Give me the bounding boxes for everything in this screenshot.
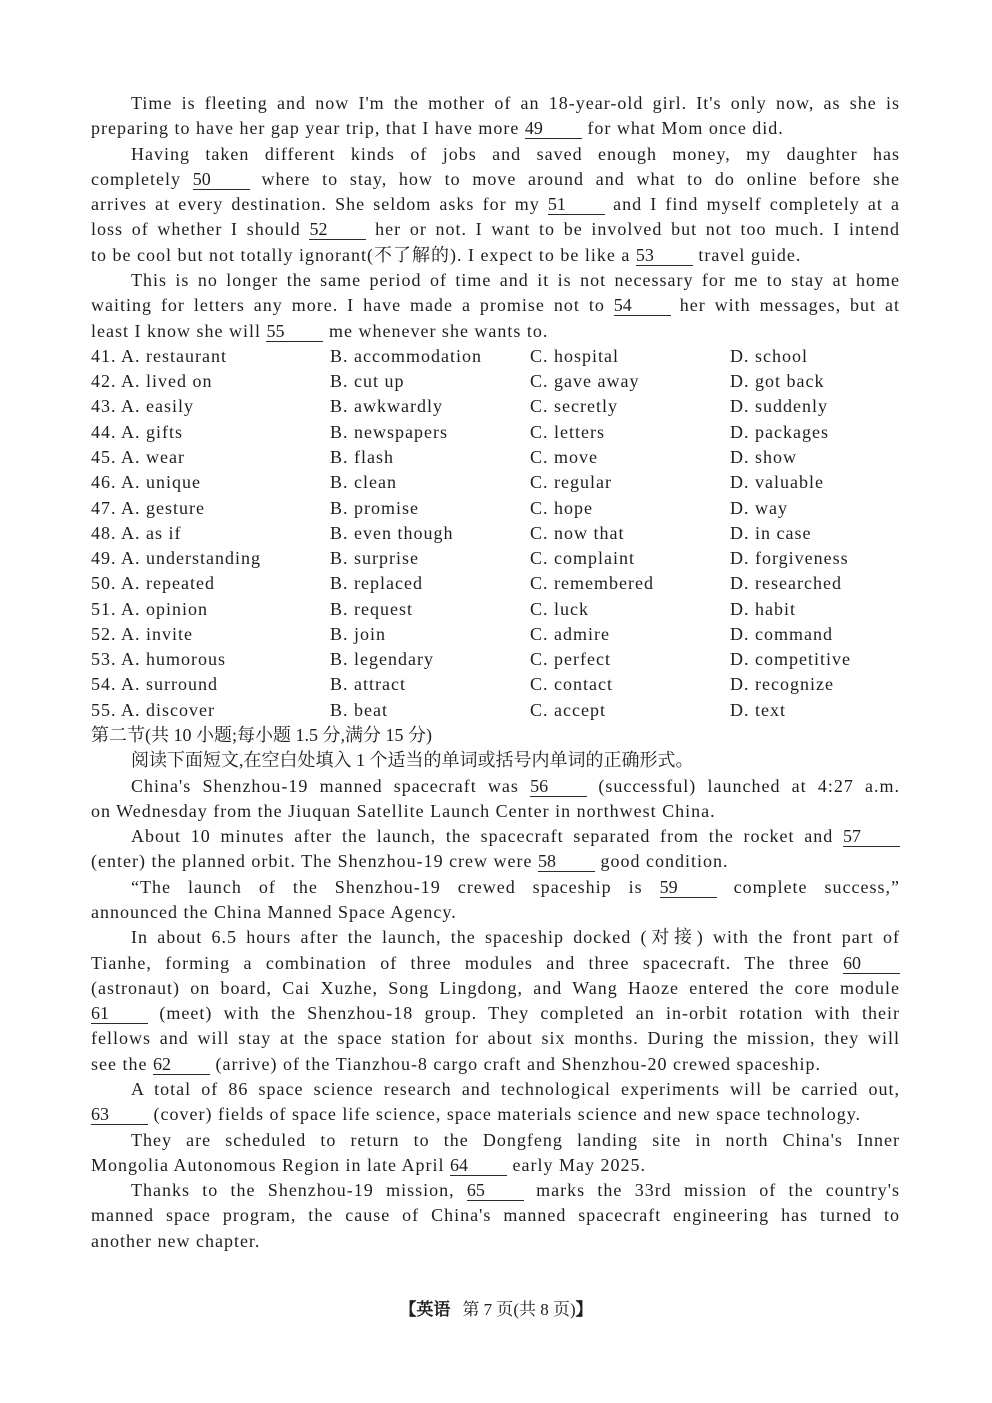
passage-text: (cover) fields of space life science, space materials science and new space technology. xyxy=(153,1104,862,1125)
option-row xyxy=(91,698,900,723)
question-number: 54. xyxy=(91,674,117,695)
option-choice-b: B. attract xyxy=(330,674,406,695)
option-row xyxy=(91,369,900,394)
passage-line xyxy=(91,243,900,268)
option-choice-d: D. suddenly xyxy=(730,396,828,417)
passage-text: her or not. I want to be involved but not too much. I intend xyxy=(375,219,901,240)
option-cell-b xyxy=(330,571,530,596)
option-cell-b xyxy=(330,470,530,495)
option-choice-a: A. surround xyxy=(121,674,219,695)
option-choice-c: C. letters xyxy=(530,421,605,442)
option-cell-a xyxy=(91,369,330,394)
passage-text: another new chapter. xyxy=(91,1230,261,1251)
option-cell-b xyxy=(330,521,530,546)
passage-line xyxy=(91,293,900,318)
option-choice-c: C. hope xyxy=(530,497,593,518)
answer-blank: 53 xyxy=(636,246,693,266)
passage-text: good condition. xyxy=(600,851,729,872)
option-row xyxy=(91,571,900,596)
option-choice-d: D. habit xyxy=(730,598,796,619)
passage-text: Thanks to the Shenzhou-19 mission, xyxy=(131,1180,455,1201)
option-choice-d: D. valuable xyxy=(730,472,824,493)
footer-page-info: 第 7 页(共 8 页) xyxy=(462,1300,576,1319)
passage-line xyxy=(91,1229,900,1254)
passage-text: her with messages, but at xyxy=(679,295,900,316)
passage-text: They are scheduled to return to the Dongfeng landing site in north China's Inner xyxy=(131,1129,900,1150)
passage-line xyxy=(91,167,900,192)
grammar-passage xyxy=(91,774,900,1254)
option-choice-c: C. contact xyxy=(530,674,613,695)
question-number: 55. xyxy=(91,699,117,720)
option-cell-d xyxy=(730,470,900,495)
question-number: 50. xyxy=(91,573,117,594)
option-row xyxy=(91,470,900,495)
option-choice-a: A. repeated xyxy=(121,573,215,594)
passage-line xyxy=(91,824,900,849)
passage-text: Time is fleeting and now I'm the mother of an 18-year-old girl. It's only now, as she is xyxy=(131,93,900,113)
passage-line xyxy=(91,900,900,925)
section-instruction: 阅读下面短文,在空白处填入 1 个适当的单词或括号内单词的正确形式。 xyxy=(131,750,694,771)
option-cell-d xyxy=(730,647,900,672)
option-cell-b xyxy=(330,394,530,419)
option-cell-b xyxy=(330,496,530,521)
option-cell-a xyxy=(91,571,330,596)
passage-text: (meet) with the Shenzhou-18 group. They completed an in-orbit rotation with their xyxy=(159,1003,901,1024)
passage-line xyxy=(91,217,900,242)
option-cell-c xyxy=(530,521,730,546)
answer-blank: 52 xyxy=(309,220,366,240)
option-cell-d xyxy=(730,672,900,697)
question-number: 44. xyxy=(91,421,117,442)
passage-line xyxy=(91,192,900,217)
option-choice-a: A. humorous xyxy=(121,649,227,670)
option-cell-d xyxy=(730,521,900,546)
option-cell-c xyxy=(530,571,730,596)
answer-blank: 49 xyxy=(525,119,582,139)
passage-line xyxy=(91,875,900,900)
passage-line xyxy=(91,849,900,874)
option-row xyxy=(91,394,900,419)
passage-text: to be cool but not totally ignorant(不了解的). I expect to be like a xyxy=(91,244,631,265)
option-cell-a xyxy=(91,344,330,369)
option-cell-b xyxy=(330,546,530,571)
option-cell-a xyxy=(91,647,330,672)
passage-line xyxy=(91,925,900,950)
passage-line xyxy=(91,319,900,344)
passage-text: Mongolia Autonomous Region in late April xyxy=(91,1154,445,1175)
answer-blank: 63 xyxy=(91,1105,148,1125)
passage-line xyxy=(91,799,900,824)
cloze-passage xyxy=(91,91,900,344)
option-choice-c: C. remembered xyxy=(530,573,654,594)
option-choice-d: D. in case xyxy=(730,522,812,543)
passage-text: This is no longer the same period of time and it is not necessary for me to stay at home xyxy=(131,269,900,290)
question-number: 41. xyxy=(91,345,117,366)
option-choice-c: C. complaint xyxy=(530,548,635,569)
option-choice-c: C. gave away xyxy=(530,371,640,392)
option-choice-b: B. join xyxy=(330,623,387,644)
option-cell-b xyxy=(330,647,530,672)
option-cell-a xyxy=(91,445,330,470)
exam-page xyxy=(91,91,900,1254)
option-choice-a: A. easily xyxy=(121,396,194,417)
passage-text: A total of 86 space science research and technological experiments will be carried out, xyxy=(131,1078,900,1099)
option-choice-c: C. perfect xyxy=(530,649,611,670)
option-cell-b xyxy=(330,597,530,622)
option-choice-b: B. even though xyxy=(330,522,454,543)
question-number: 51. xyxy=(91,598,117,619)
option-cell-a xyxy=(91,698,330,723)
passage-text: fellows and will stay at the space station for about six months. During the mission, they will xyxy=(91,1028,900,1049)
option-cell-c xyxy=(530,698,730,723)
option-choice-d: D. got back xyxy=(730,371,825,392)
option-choice-c: C. move xyxy=(530,446,598,467)
question-number: 43. xyxy=(91,396,117,417)
option-cell-b xyxy=(330,420,530,445)
passage-text: travel guide. xyxy=(698,244,802,265)
passage-line xyxy=(91,1203,900,1228)
option-cell-a xyxy=(91,546,330,571)
passage-text: and I find myself completely at a xyxy=(613,194,901,215)
option-choice-a: A. as if xyxy=(121,522,182,543)
option-choice-b: B. promise xyxy=(330,497,419,518)
question-number: 46. xyxy=(91,472,117,493)
option-choice-d: D. forgiveness xyxy=(730,548,849,569)
option-cell-b xyxy=(330,369,530,394)
option-cell-a xyxy=(91,496,330,521)
option-choice-a: A. discover xyxy=(121,699,215,720)
option-choice-b: B. accommodation xyxy=(330,345,482,366)
question-number: 45. xyxy=(91,446,117,467)
option-choice-a: A. opinion xyxy=(121,598,209,619)
option-cell-c xyxy=(530,470,730,495)
footer-subject: 英语 xyxy=(416,1300,451,1319)
option-cell-c xyxy=(530,369,730,394)
question-number: 42. xyxy=(91,371,117,392)
answer-blank: 65 xyxy=(467,1181,524,1201)
passage-text: Having taken different kinds of jobs and saved enough money, my daughter has xyxy=(131,143,900,164)
option-cell-c xyxy=(530,647,730,672)
option-choice-b: B. request xyxy=(330,598,413,619)
answer-blank: 58 xyxy=(538,852,595,872)
passage-text: where to stay, how to move around and what to do online before she xyxy=(261,168,901,189)
passage-text: completely xyxy=(91,168,181,189)
option-row xyxy=(91,672,900,697)
passage-text: (astronaut) on board, Cai Xuzhe, Song Lingdong, and Wang Haoze entered the core module xyxy=(91,977,900,998)
option-cell-a xyxy=(91,672,330,697)
option-choice-b: B. beat xyxy=(330,699,388,720)
option-row xyxy=(91,420,900,445)
passage-text: loss of whether I should xyxy=(91,219,301,240)
passage-line xyxy=(91,142,900,167)
option-cell-d xyxy=(730,698,900,723)
passage-line xyxy=(91,1077,900,1102)
passage-text: (successful) launched at 4:27 a.m. xyxy=(598,775,901,796)
option-cell-c xyxy=(530,344,730,369)
option-choice-d: D. way xyxy=(730,497,788,518)
passage-line xyxy=(91,1001,900,1026)
answer-blank: 60 xyxy=(843,954,900,974)
passage-line xyxy=(91,1052,900,1077)
option-cell-b xyxy=(330,698,530,723)
option-choice-a: A. gesture xyxy=(121,497,205,518)
answer-blank: 59 xyxy=(660,878,717,898)
footer-open-bracket: 【 xyxy=(399,1300,417,1319)
option-row xyxy=(91,622,900,647)
passage-text: on Wednesday from the Jiuquan Satellite Launch Center in northwest China. xyxy=(91,800,716,821)
option-row xyxy=(91,597,900,622)
option-choice-a: A. lived on xyxy=(121,371,213,392)
footer-close-bracket: 】 xyxy=(575,1300,593,1319)
passage-text: waiting for letters any more. I have made a promise not to xyxy=(91,295,605,316)
option-cell-d xyxy=(730,546,900,571)
option-choice-b: B. awkwardly xyxy=(330,396,443,417)
passage-line xyxy=(91,1128,900,1153)
passage-text: (enter) the planned orbit. The Shenzhou-19 crew were xyxy=(91,851,533,872)
question-number: 47. xyxy=(91,497,117,518)
passage-text: for what Mom once did. xyxy=(587,118,784,139)
passage-text: me whenever she wants to. xyxy=(328,320,549,341)
option-choice-b: B. replaced xyxy=(330,573,423,594)
option-row xyxy=(91,344,900,369)
answer-blank: 62 xyxy=(153,1055,210,1075)
option-choice-c: C. hospital xyxy=(530,345,620,366)
question-number: 53. xyxy=(91,649,117,670)
option-row xyxy=(91,521,900,546)
option-cell-d xyxy=(730,571,900,596)
option-cell-c xyxy=(530,546,730,571)
option-choice-d: D. packages xyxy=(730,421,829,442)
option-cell-a xyxy=(91,521,330,546)
option-cell-a xyxy=(91,597,330,622)
option-choice-a: A. restaurant xyxy=(121,345,227,366)
passage-text: marks the 33rd mission of the country's xyxy=(536,1180,901,1201)
option-choice-d: D. show xyxy=(730,446,798,467)
option-cell-c xyxy=(530,622,730,647)
option-choice-d: D. competitive xyxy=(730,649,851,670)
option-cell-c xyxy=(530,672,730,697)
option-choice-d: D. command xyxy=(730,623,833,644)
option-choice-c: C. admire xyxy=(530,623,610,644)
passage-text: arrives at every destination. She seldom asks for my xyxy=(91,194,540,215)
option-cell-d xyxy=(730,420,900,445)
option-cell-c xyxy=(530,445,730,470)
passage-line xyxy=(91,1178,900,1203)
passage-text: see the xyxy=(91,1053,148,1074)
answer-blank: 57 xyxy=(843,827,900,847)
section-heading: 第二节(共 10 小题;每小题 1.5 分,满分 15 分) xyxy=(91,725,432,746)
passage-text: announced the China Manned Space Agency. xyxy=(91,902,457,922)
answer-blank: 54 xyxy=(614,296,671,316)
option-choice-a: A. wear xyxy=(121,446,185,467)
answer-blank: 50 xyxy=(193,170,250,190)
option-cell-d xyxy=(730,445,900,470)
option-cell-a xyxy=(91,394,330,419)
question-number: 49. xyxy=(91,548,117,569)
option-cell-a xyxy=(91,420,330,445)
passage-text: least I know she will xyxy=(91,320,261,341)
passage-text: (arrive) of the Tianzhou-8 cargo craft and Shenzhou-20 crewed spaceship. xyxy=(215,1053,821,1074)
answer-blank: 55 xyxy=(266,322,323,342)
option-choice-a: A. understanding xyxy=(121,548,261,569)
option-choice-c: C. accept xyxy=(530,699,606,720)
answer-blank: 51 xyxy=(548,195,605,215)
option-cell-d xyxy=(730,597,900,622)
option-row xyxy=(91,546,900,571)
option-choice-b: B. surprise xyxy=(330,548,419,569)
option-choice-d: D. recognize xyxy=(730,674,834,695)
passage-line xyxy=(91,976,900,1001)
passage-line xyxy=(91,91,900,116)
passage-text: Tianhe, forming a combination of three modules and three spacecraft. The three xyxy=(91,952,830,973)
option-choice-d: D. researched xyxy=(730,573,842,594)
answer-blank: 61 xyxy=(91,1004,148,1024)
cloze-options xyxy=(91,344,900,723)
option-row xyxy=(91,496,900,521)
passage-line xyxy=(91,1026,900,1051)
option-cell-d xyxy=(730,622,900,647)
option-cell-d xyxy=(730,496,900,521)
option-choice-c: C. luck xyxy=(530,598,589,619)
option-cell-a xyxy=(91,470,330,495)
option-choice-b: B. cut up xyxy=(330,371,405,392)
option-choice-a: A. gifts xyxy=(121,421,184,442)
passage-text: early May 2025. xyxy=(512,1154,646,1175)
option-cell-a xyxy=(91,622,330,647)
option-choice-b: B. legendary xyxy=(330,649,434,670)
question-number: 52. xyxy=(91,623,117,644)
option-cell-b xyxy=(330,445,530,470)
passage-line xyxy=(91,116,900,141)
passage-text: manned space program, the cause of China's manned spacecraft engineering has turned to xyxy=(91,1205,900,1226)
answer-blank: 64 xyxy=(450,1156,507,1176)
option-cell-c xyxy=(530,496,730,521)
passage-text: preparing to have her gap year trip, that I have more xyxy=(91,118,520,139)
option-cell-d xyxy=(730,369,900,394)
option-choice-c: C. regular xyxy=(530,472,612,493)
passage-text: China's Shenzhou-19 manned spacecraft was xyxy=(131,775,519,796)
option-cell-d xyxy=(730,394,900,419)
option-choice-c: C. now that xyxy=(530,522,625,543)
answer-blank: 56 xyxy=(530,777,587,797)
question-number: 48. xyxy=(91,522,117,543)
option-choice-b: B. flash xyxy=(330,446,394,467)
passage-text: complete success,” xyxy=(733,876,900,897)
option-cell-c xyxy=(530,420,730,445)
option-choice-b: B. clean xyxy=(330,472,397,493)
passage-line xyxy=(91,774,900,799)
option-cell-c xyxy=(530,394,730,419)
page-footer xyxy=(0,1298,992,1322)
option-cell-d xyxy=(730,344,900,369)
option-row xyxy=(91,445,900,470)
option-cell-b xyxy=(330,344,530,369)
option-cell-b xyxy=(330,622,530,647)
passage-line xyxy=(91,1102,900,1127)
option-cell-c xyxy=(530,597,730,622)
passage-line xyxy=(91,1153,900,1178)
option-row xyxy=(91,647,900,672)
passage-text: In about 6.5 hours after the launch, the spaceship docked (对接) with the front part of xyxy=(131,927,900,948)
option-choice-d: D. school xyxy=(730,345,808,366)
option-choice-a: A. unique xyxy=(121,472,202,493)
passage-line xyxy=(91,951,900,976)
passage-text: “The launch of the Shenzhou-19 crewed spaceship is xyxy=(131,876,643,897)
option-cell-b xyxy=(330,672,530,697)
passage-line xyxy=(91,268,900,293)
option-choice-d: D. text xyxy=(730,699,786,720)
option-choice-c: C. secretly xyxy=(530,396,618,417)
passage-text: About 10 minutes after the launch, the spacecraft separated from the rocket and xyxy=(131,826,834,847)
option-choice-b: B. newspapers xyxy=(330,421,448,442)
option-choice-a: A. invite xyxy=(121,623,194,644)
